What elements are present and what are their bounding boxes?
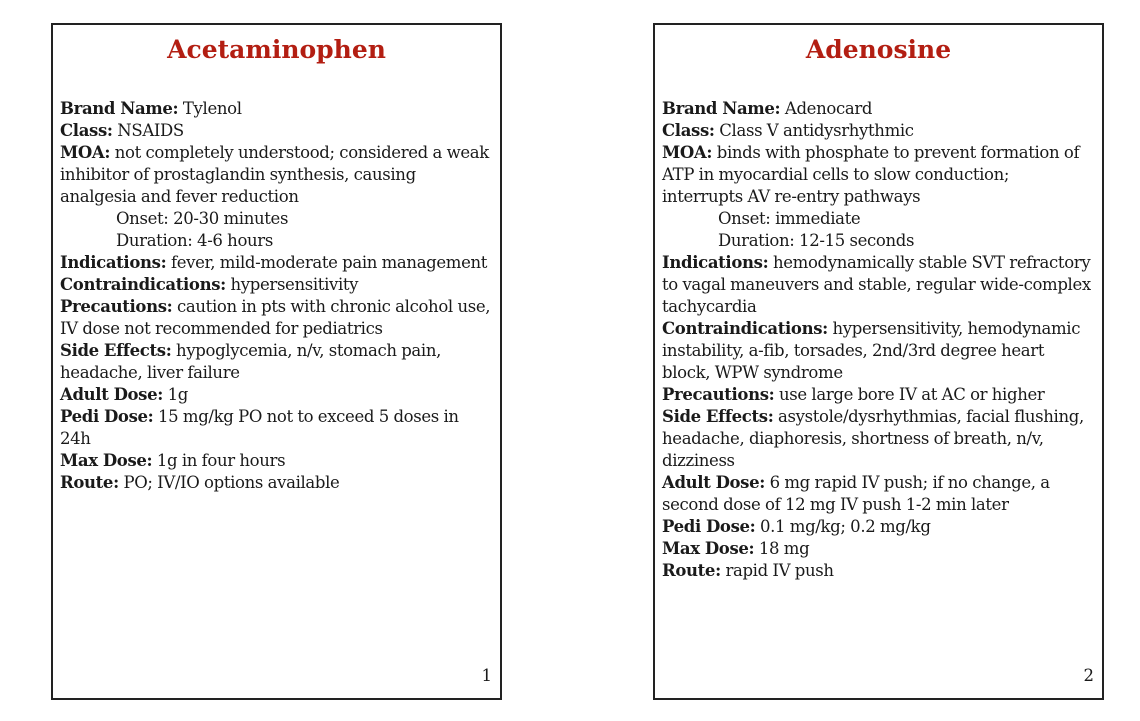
duration-line: Duration: 4-6 hours: [116, 231, 273, 250]
adult-dose-label: Adult Dose:: [60, 385, 164, 404]
onset-line: Onset: 20-30 minutes: [116, 209, 289, 228]
indications-label: Indications:: [662, 253, 769, 272]
max-dose-field: [662, 538, 1094, 560]
max-dose-label: Max Dose:: [60, 451, 153, 470]
adult-dose-field: [60, 384, 492, 406]
class-label: Class:: [662, 121, 715, 140]
precautions-label: Precautions:: [60, 297, 173, 316]
brand-name-field: [662, 98, 1094, 120]
moa-label: MOA:: [60, 143, 111, 162]
class-value: Class V antidysrhythmic: [719, 121, 914, 140]
indications-label: Indications:: [60, 253, 167, 272]
class-field: [662, 120, 1094, 142]
route-label: Route:: [662, 561, 721, 580]
moa-value: binds with phosphate to prevent formation of ATP in myocardial cells to slow conduction; interrupts AV re-entry pathways: [662, 143, 1080, 206]
brand-name-label: Brand Name:: [662, 99, 781, 118]
indications-value: fever, mild-moderate pain management: [170, 253, 488, 272]
side-effects-field: [662, 406, 1094, 472]
pedi-dose-field: [60, 406, 492, 450]
adult-dose-label: Adult Dose:: [662, 473, 766, 492]
class-field: [60, 120, 492, 142]
max-dose-value: 18 mg: [758, 539, 810, 558]
precautions-value: use large bore IV at AC or higher: [779, 385, 1045, 404]
route-field: [662, 560, 1094, 582]
brand-name-field: [60, 98, 492, 120]
indications-field: [662, 252, 1094, 318]
contraindications-value: hypersensitivity: [230, 275, 359, 294]
brand-name-label: Brand Name:: [60, 99, 179, 118]
indications-value: hemodynamically stable SVT refractory to vagal maneuvers and stable, regular wide-complex tachycardia: [662, 253, 1091, 316]
duration-line: Duration: 12-15 seconds: [718, 231, 915, 250]
route-value: rapid IV push: [725, 561, 834, 580]
contraindications-field: [662, 318, 1094, 384]
adult-dose-value: 1g: [167, 385, 188, 404]
side-effects-label: Side Effects:: [60, 341, 172, 360]
onset-line: Onset: immediate: [718, 209, 861, 228]
route-value: PO; IV/IO options available: [123, 473, 340, 492]
moa-label: MOA:: [662, 143, 713, 162]
precautions-value: caution in pts with chronic alcohol use, IV dose not recommended for pediatrics: [60, 297, 491, 338]
pedi-dose-value: 15 mg/kg PO not to exceed 5 doses in 24h: [60, 407, 459, 448]
max-dose-value: 1g in four hours: [156, 451, 286, 470]
side-effects-field: [60, 340, 492, 384]
route-field: [60, 472, 492, 494]
adult-dose-field: [662, 472, 1094, 516]
contraindications-value: hypersensitivity, hemodynamic instability, a-fib, torsades, 2nd/3rd degree heart block, WPW syndrome: [662, 319, 1081, 382]
indications-field: [60, 252, 492, 274]
pedi-dose-field: [662, 516, 1094, 538]
precautions-field: [662, 384, 1094, 406]
brand-name-value: Adenocard: [784, 99, 873, 118]
contraindications-label: Contraindications:: [60, 275, 226, 294]
pedi-dose-label: Pedi Dose:: [60, 407, 154, 426]
moa-field: [662, 142, 1094, 208]
max-dose-field: [60, 450, 492, 472]
contraindications-label: Contraindications:: [662, 319, 828, 338]
precautions-label: Precautions:: [662, 385, 775, 404]
drug-card-adenosine: [653, 23, 1104, 700]
adult-dose-value: 6 mg rapid IV push; if no change, a second dose of 12 mg IV push 1-2 min later: [662, 473, 1050, 514]
page-number: 2: [1083, 666, 1094, 685]
card-body: [662, 98, 1094, 582]
card-title: Adenosine: [805, 35, 952, 64]
pedi-dose-label: Pedi Dose:: [662, 517, 756, 536]
card-body: [60, 98, 492, 494]
side-effects-label: Side Effects:: [662, 407, 774, 426]
route-label: Route:: [60, 473, 119, 492]
moa-value: not completely understood; considered a weak inhibitor of prostaglandin synthesis, causing analgesia and fever reduction: [60, 143, 489, 206]
brand-name-value: Tylenol: [182, 99, 242, 118]
side-effects-value: asystole/dysrhythmias, facial flushing, headache, diaphoresis, shortness of breath, n/v, dizziness: [662, 407, 1084, 470]
moa-field: [60, 142, 492, 208]
drug-card-acetaminophen: [51, 23, 502, 700]
pedi-dose-value: 0.1 mg/kg; 0.2 mg/kg: [760, 517, 931, 536]
class-label: Class:: [60, 121, 113, 140]
max-dose-label: Max Dose:: [662, 539, 755, 558]
class-value: NSAIDS: [117, 121, 184, 140]
precautions-field: [60, 296, 492, 340]
card-title: Acetaminophen: [167, 35, 386, 64]
page-number: 1: [481, 666, 492, 685]
side-effects-value: hypoglycemia, n/v, stomach pain, headache, liver failure: [60, 341, 442, 382]
contraindications-field: [60, 274, 492, 296]
